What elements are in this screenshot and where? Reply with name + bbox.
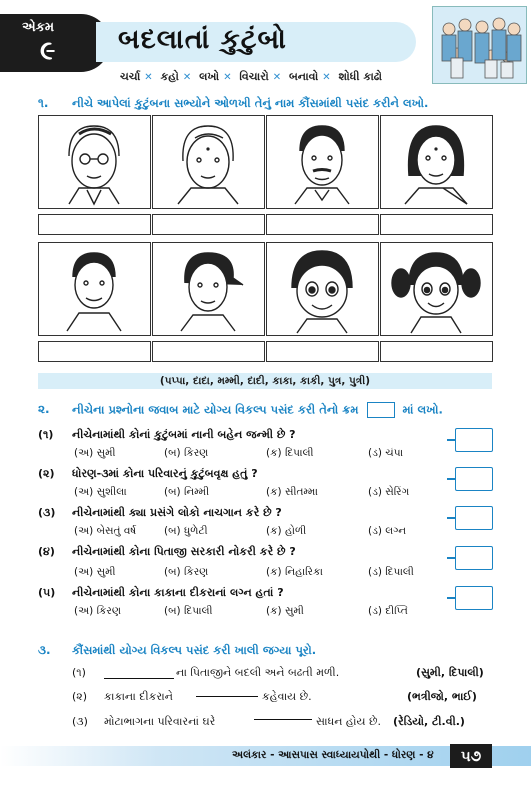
fill3-options: (રેડિયો, ટી.વી.)	[393, 715, 465, 728]
son-picture	[38, 242, 151, 336]
fill2-blank[interactable]	[196, 696, 258, 697]
q4-option-a: (અ) સુમી	[74, 566, 116, 578]
section2-instruction	[72, 402, 443, 418]
section3-instruction: કૌંસમાંથી યોગ્ય વિકલ્પ પસંદ કરી ખાલી જગ્યા પૂરો.	[72, 643, 317, 657]
q1-option-a: (અ) સુમી	[74, 447, 116, 459]
q1-option-b: (બ) કિરણ	[164, 447, 209, 459]
skill-separator-icon: ✕	[272, 72, 282, 83]
answer-box-grandfather[interactable]	[38, 214, 151, 235]
q5-text: નીચેનામાંથી કોના કાકાના દીકરાનાં લગ્ન હતાં ?	[72, 586, 284, 599]
fill1-options: (સુમી, દિપાલી)	[416, 666, 484, 679]
answer-box-girl[interactable]	[380, 341, 493, 362]
answer-pointer-icon	[447, 478, 455, 480]
q2-option-b: (બ) નિમ્મી	[164, 486, 210, 498]
answer-box-father[interactable]	[266, 214, 379, 235]
q3-option-a: (અ) બેસતું વર્ષ	[74, 525, 137, 537]
page-number: ૫૭	[450, 744, 492, 768]
fill2-after: કહેવાય છે.	[262, 690, 312, 703]
fill2-number: (૨)	[72, 690, 88, 703]
young-woman-picture	[152, 242, 265, 336]
page-title: બદલાતાં કુટુંબો	[118, 24, 287, 55]
title-band	[96, 22, 416, 62]
skill-make: બનાવો	[288, 70, 319, 83]
answer-pointer-icon	[447, 439, 455, 441]
q4-text: નીચેનામાંથી કોના પિતાજી સરકારી નોકરી કરે છે ?	[72, 545, 296, 558]
answer-box-boy[interactable]	[266, 341, 379, 362]
answer-box-young-woman[interactable]	[152, 341, 265, 362]
girl-picture	[380, 242, 493, 336]
skills-bar	[88, 70, 414, 87]
section2-instruction-after: માં લખો.	[402, 402, 443, 417]
q4-number: (૪)	[38, 545, 55, 558]
q1-answer-box[interactable]	[455, 428, 493, 452]
q2-option-d: (ડ) સેરિંગ	[368, 486, 410, 498]
grandmother-picture	[152, 115, 265, 209]
fill2-options: (ભત્રીજો, ભાઈ)	[407, 690, 477, 703]
skill-out: કાઢો	[363, 70, 383, 83]
boy-picture	[266, 242, 379, 336]
q5-option-d: (ડ) દીપ્તિ	[368, 605, 408, 617]
fill1-number: (૧)	[72, 666, 86, 679]
fill3-blank[interactable]	[254, 719, 312, 720]
q4-option-d: (ડ) દિપાલી	[368, 566, 414, 578]
answer-pointer-icon	[447, 557, 455, 559]
unit-tab	[0, 14, 110, 72]
q3-option-b: (બ) ધુળેટી	[164, 525, 208, 537]
fill3-before: મોટાભાગના પરિવારનાં ઘરે	[104, 715, 216, 728]
section1-options: (પપ્પા, દાદા, મમ્મી, દાદી, કાકા, કાકી, પુત્ર, પુત્રી)	[38, 373, 492, 389]
q5-option-b: (બ) દિપાલી	[164, 605, 213, 617]
grandfather-picture	[38, 115, 151, 209]
q2-number: (૨)	[38, 467, 55, 480]
q3-option-c: (ક) હોળી	[266, 525, 307, 537]
skill-separator-icon: ✕	[144, 72, 153, 83]
unit-label: એકમ	[22, 20, 55, 35]
q1-option-c: (ક) દિપાલી	[266, 447, 314, 459]
q4-option-b: (બ) કિરણ	[164, 566, 209, 578]
answer-pointer-icon	[447, 517, 455, 519]
q5-number: (૫)	[38, 586, 56, 599]
q1-number: (૧)	[38, 428, 54, 441]
skill-separator-icon: ✕	[322, 72, 331, 83]
sample-answer-box	[367, 402, 395, 418]
fill1-blank[interactable]	[104, 678, 174, 679]
skill-find: શોધી	[338, 70, 360, 83]
fill3-after: સાધન હોય છે.	[316, 715, 381, 728]
q2-text: ધોરણ-૩માં કોના પરિવારનું કુટુંબવૃક્ષ હતું ?	[72, 467, 258, 480]
skill-write: લખો	[199, 70, 220, 83]
q3-option-d: (ડ) લગ્ન	[368, 525, 407, 537]
q4-answer-box[interactable]	[455, 546, 493, 570]
skill-discuss: ચર્ચા	[119, 70, 141, 83]
answer-box-mother[interactable]	[380, 214, 493, 235]
answer-box-son[interactable]	[38, 341, 151, 362]
q4-option-c: (ક) નિહારિકા	[266, 566, 323, 578]
father-picture	[266, 115, 379, 209]
q5-option-c: (ક) સુમી	[266, 605, 304, 617]
q5-answer-box[interactable]	[455, 586, 493, 610]
mother-picture	[380, 115, 493, 209]
answer-box-grandmother[interactable]	[152, 214, 265, 235]
footer-text: અલંકાર - આસપાસ સ્વાધ્યાયપોથી - ધોરણ - ૪	[232, 749, 434, 761]
skill-separator-icon: ✕	[182, 72, 192, 83]
q1-option-d: (ડ) ચંપા	[368, 447, 404, 459]
section3-number: ૩.	[38, 643, 51, 657]
skill-say: કહો	[160, 70, 179, 83]
q3-text: નીચેનામાંથી ક્યા પ્રસંગે લોકો નાચગાન કરે છે ?	[72, 506, 282, 519]
section1-number: ૧.	[38, 96, 49, 110]
skill-separator-icon: ✕	[223, 72, 232, 83]
unit-number: ૯	[40, 36, 56, 66]
answer-pointer-icon	[447, 597, 455, 599]
q2-option-c: (ક) સીતમ્મા	[266, 486, 318, 498]
skill-think: વિચારો	[239, 70, 269, 83]
section2-instruction-before: નીચેના પ્રશ્નોના જવાબ માટે યોગ્ય વિકલ્પ પસંદ કરી તેનો ક્રમ	[72, 402, 359, 417]
q5-option-a: (અ) કિરણ	[74, 605, 121, 617]
q2-option-a: (અ) સુશીલા	[74, 486, 127, 498]
fill1-after: ના પિતાજીને બદલી અને બઢતી મળી.	[176, 666, 340, 679]
q3-number: (૩)	[38, 506, 56, 519]
q2-answer-box[interactable]	[455, 467, 493, 491]
section1-instruction: નીચે આપેલાં કુટુંબના સભ્યોને ઓળખી તેનું નામ કૌંસમાંથી પસંદ કરીને લખો.	[72, 96, 429, 110]
fill3-number: (૩)	[72, 715, 88, 728]
q1-text: નીચેનામાંથી કોનાં કુટુંબમાં નાની બહેન જન્મી છે ?	[72, 428, 296, 441]
fill2-before: કાકાના દીકરાને	[104, 690, 173, 703]
q3-answer-box[interactable]	[455, 506, 493, 530]
section2-number: ૨.	[38, 402, 50, 416]
family-group-illustration	[432, 6, 527, 84]
